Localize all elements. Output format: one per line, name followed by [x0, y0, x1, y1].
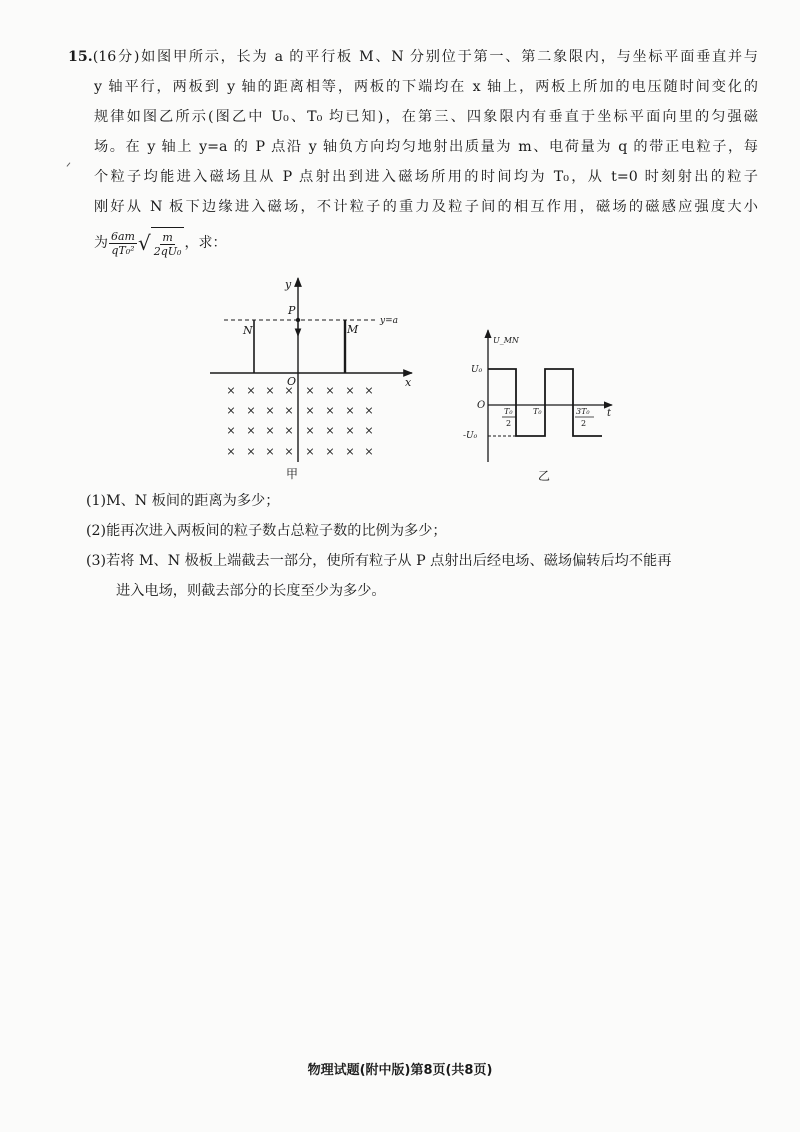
yi-t-label: t — [607, 408, 612, 419]
problem-line-3: 规律如图乙所示(图乙中 U₀、T₀ 均已知)，在第三、四象限内有垂直于坐标平面向里的匀强磁 — [94, 109, 758, 125]
figure-jia — [210, 278, 412, 481]
problem-line-4: 场。在 y 轴上 y=a 的 P 点沿 y 轴负方向均匀地射出质量为 m、电荷量为 q 的带正电粒子，每 — [94, 139, 758, 155]
sub-question-1: (1)M、N 板间的距离为多少； — [86, 493, 280, 509]
problem-text-1: 如图甲所示，长为 a 的平行板 M、N 分别位于第一、第二象限内，与坐标平面垂直并与 — [139, 49, 758, 65]
margin-mark: ᐟ — [66, 160, 72, 174]
cond-fraction-numerator: 6am — [111, 229, 135, 243]
field-cross-mark: × — [325, 404, 335, 417]
field-cross-mark: × — [345, 384, 355, 397]
field-cross-mark: × — [305, 404, 315, 417]
sub-question-3: (3)若将 M、N 极板上端截去一部分，使所有粒子从 P 点射出后经电场、磁场偏转后均不能再 — [86, 553, 672, 569]
jia-origin-label: O — [287, 375, 297, 388]
field-cross-mark: × — [265, 384, 275, 397]
field-cross-mark: × — [345, 404, 355, 417]
field-cross-mark: × — [226, 445, 236, 458]
problem-line-5: 个粒子均能进入磁场且从 P 点射出到进入磁场所用的时间均为 T₀，从 t=0 时刻射出的粒子 — [94, 169, 758, 185]
problem-score: (16分) — [92, 49, 140, 65]
sub-question-2: (2)能再次进入两板间的粒子数占总粒子数的比例为多少； — [86, 523, 447, 539]
cond-sqrt-denominator: 2qU₀ — [153, 244, 182, 258]
jia-point-p — [296, 318, 300, 322]
yi-tick-half-num: T₀ — [504, 407, 513, 416]
problem-line-1 — [68, 42, 758, 72]
yi-tick-3half-den: 2 — [581, 419, 587, 428]
jia-line-y-a-label: y=a — [380, 316, 398, 326]
problem-line-2: y 轴平行，两板到 y 轴的距离相等，两板的下端均在 x 轴上，两板上所加的电压随时间变化的 — [94, 79, 758, 95]
sub-questions — [86, 486, 756, 606]
yi-u-label: U_MN — [493, 336, 519, 345]
field-cross-mark: × — [284, 445, 294, 458]
jia-y-label: y — [285, 278, 292, 291]
field-cross-mark: × — [265, 445, 275, 458]
field-strength-condition — [68, 226, 758, 260]
field-cross-mark: × — [364, 404, 374, 417]
field-cross-mark: × — [284, 404, 294, 417]
cond-sqrt-fraction — [152, 231, 184, 258]
field-cross-mark: × — [265, 424, 275, 437]
cond-sqrt — [138, 227, 184, 259]
field-cross-mark: × — [325, 445, 335, 458]
field-cross-mark: × — [226, 404, 236, 417]
field-cross-mark: × — [284, 424, 294, 437]
yi-tick-full: T₀ — [533, 407, 542, 416]
field-cross-mark: × — [305, 384, 315, 397]
field-cross-mark: × — [364, 384, 374, 397]
cond-suffix: ，求： — [184, 235, 227, 251]
problem-statement — [68, 42, 758, 260]
field-cross-mark: × — [364, 445, 374, 458]
field-cross-mark: × — [325, 384, 335, 397]
field-cross-mark: × — [305, 445, 315, 458]
sqrt-sign-icon: √ — [138, 231, 151, 255]
jia-magnetic-field — [226, 384, 373, 458]
field-cross-mark: × — [265, 404, 275, 417]
yi-neg-level-label: -U₀ — [463, 431, 478, 441]
yi-caption: 乙 — [538, 469, 551, 483]
cond-fraction — [109, 230, 137, 257]
field-cross-mark: × — [345, 424, 355, 437]
field-cross-mark: × — [226, 384, 236, 397]
field-cross-mark: × — [284, 384, 294, 397]
yi-pos-level-label: U₀ — [471, 365, 483, 375]
yi-origin-label: O — [477, 400, 486, 411]
jia-point-p-label: P — [288, 304, 296, 317]
cond-fraction-denominator: qT₀² — [111, 243, 135, 257]
cond-sqrt-body — [151, 227, 185, 259]
problem-line-6: 刚好从 N 板下边缘进入磁场，不计粒子的重力及粒子间的相互作用，磁场的磁感应强度大小 — [94, 199, 758, 215]
field-cross-mark: × — [246, 424, 256, 437]
field-cross-mark: × — [226, 424, 236, 437]
field-cross-mark: × — [305, 424, 315, 437]
field-cross-mark: × — [246, 445, 256, 458]
jia-caption: 甲 — [286, 467, 299, 481]
field-cross-mark: × — [246, 404, 256, 417]
jia-x-label: x — [405, 376, 412, 389]
jia-plate-m-label: M — [347, 323, 359, 336]
yi-voltage-wave — [488, 369, 602, 436]
yi-tick-half-den: 2 — [506, 419, 512, 428]
yi-tick-3half-num: 3T₀ — [576, 407, 590, 416]
cond-prefix: 为 — [94, 235, 108, 251]
figure-yi — [463, 330, 612, 483]
field-cross-mark: × — [345, 445, 355, 458]
sub-question-3-cont: 进入电场，则截去部分的长度至少为多少。 — [116, 583, 386, 599]
jia-plate-n-label: N — [243, 324, 253, 337]
field-cross-mark: × — [325, 424, 335, 437]
field-cross-mark: × — [246, 384, 256, 397]
page-footer: 物理试题(附中版)第8页(共8页) — [307, 1063, 493, 1078]
cond-sqrt-numerator: m — [162, 230, 173, 244]
problem-number: 15. — [68, 49, 93, 65]
field-cross-mark: × — [364, 424, 374, 437]
